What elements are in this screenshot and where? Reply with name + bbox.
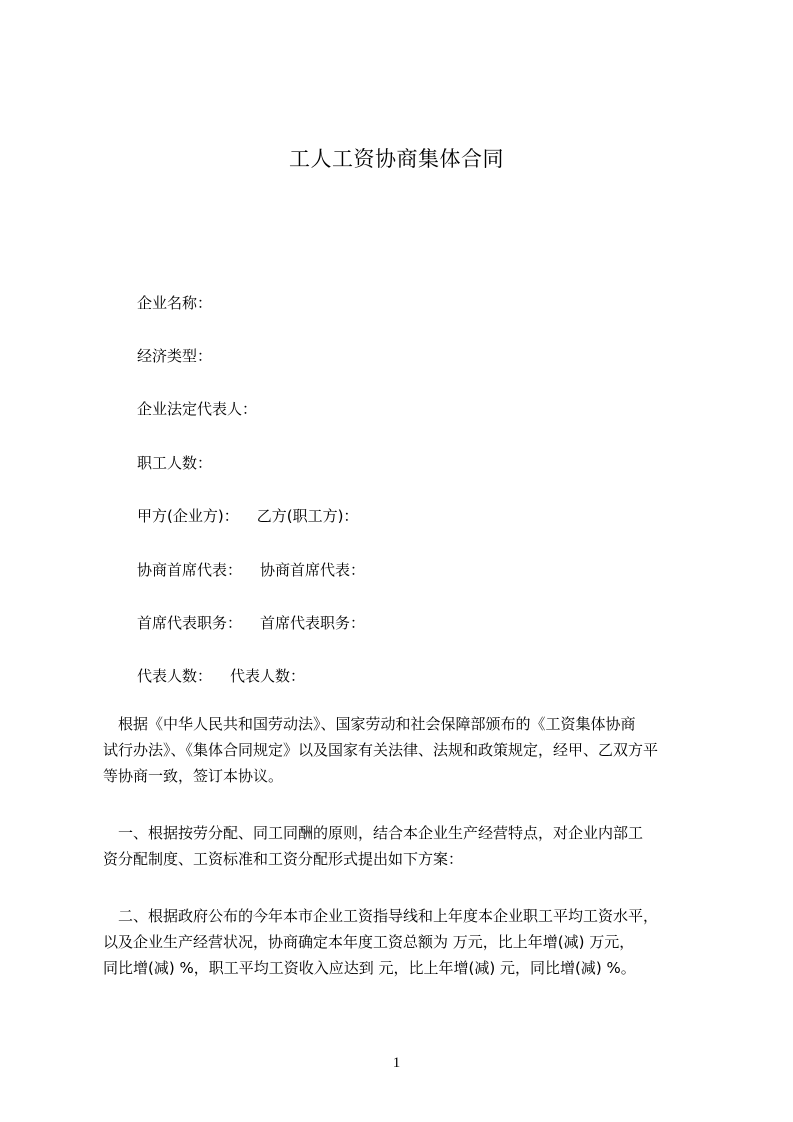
field-legal-representative: 企业法定代表人： [137,400,258,418]
paragraph-line: 试行办法》、《集体合同规定》以及国家有关法律、法规和政策规定，经甲、乙双方平 [103,741,659,759]
paragraph-line: 以及企业生产经营状况，协商确定本年度工资总额为 万元，比上年增(减) 万元， [103,933,635,951]
paragraph-line: 一、根据按劳分配、同工同酬的原则，结合本企业生产经营特点，对企业内部工 [103,824,644,842]
position-b-label: 首席代表职务： [260,614,366,632]
paragraph-line: 资分配制度、工资标准和工资分配形式提出如下方案： [103,850,464,868]
chief-rep-b-label: 协商首席代表： [260,561,366,579]
field-company-name: 企业名称： [137,294,213,312]
field-economic-type: 经济类型： [137,347,213,365]
paragraph-line: 同比增(减) %，职工平均工资收入应达到 元，比上年增(减) 元，同比增(减) %。 [103,959,636,977]
paragraph-line: 二、根据政府公布的今年本市企业工资指导线和上年度本企业职工平均工资水平， [103,907,659,925]
field-rep-count [137,665,305,686]
party-a-label: 甲方(企业方)： [137,507,239,525]
paragraph-preamble [103,711,703,789]
paragraph-article-2 [103,903,703,981]
field-chief-representative [137,559,365,580]
field-parties [137,505,358,526]
document-title: 工人工资协商集体合同 [289,147,504,171]
chief-rep-a-label: 协商首席代表： [137,561,243,579]
field-employee-count: 职工人数： [137,454,213,472]
paragraph-line: 根据《中华人民共和国劳动法》、国家劳动和社会保障部颁布的《工资集体协商 [103,715,636,733]
paragraph-line: 等协商一致，签订本协议。 [103,767,284,785]
field-chief-rep-position [137,612,365,633]
position-a-label: 首席代表职务： [137,614,243,632]
party-b-label: 乙方(职工方)： [256,507,359,525]
page-number: 1 [392,1055,401,1071]
rep-count-b-label: 代表人数： [230,667,306,685]
paragraph-article-1 [103,820,703,872]
rep-count-a-label: 代表人数： [137,667,213,685]
